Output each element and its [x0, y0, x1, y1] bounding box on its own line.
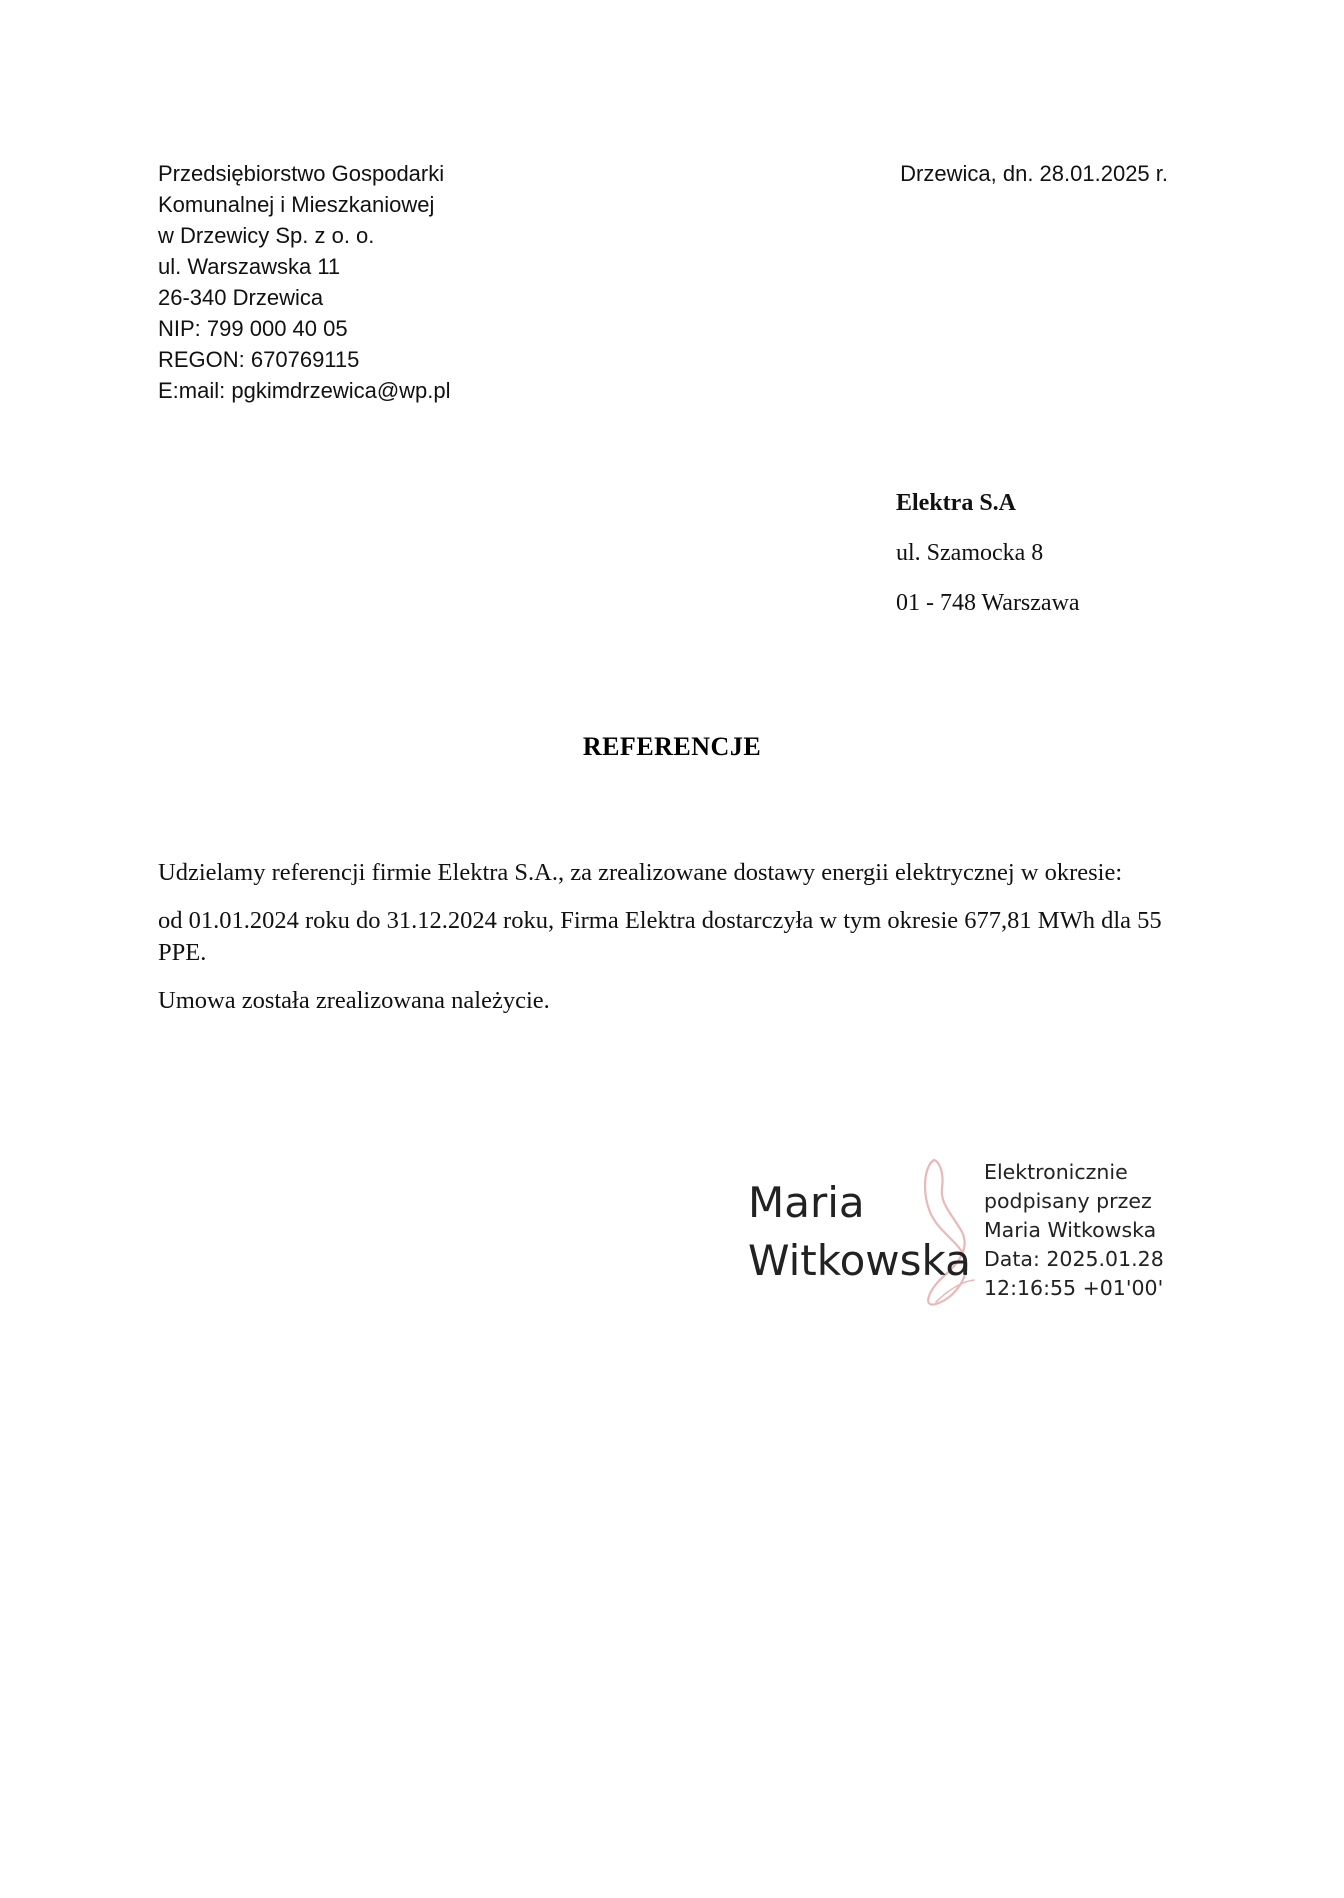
sender-line: ul. Warszawska 11: [158, 254, 341, 279]
recipient-street: ul. Szamocka 8: [896, 540, 1044, 566]
signature-detail-line: Maria Witkowska: [984, 1218, 1157, 1242]
signature-detail-line: 12:16:55 +01'00': [984, 1276, 1164, 1300]
sender-line: Komunalnej i Mieszkaniowej: [158, 192, 435, 217]
sender-line: 26-340 Drzewica: [158, 285, 324, 310]
sender-address-block: [158, 158, 451, 406]
signer-name: [748, 1174, 971, 1290]
signature-detail-line: Data: 2025.01.28: [984, 1247, 1164, 1271]
sender-line: NIP: 799 000 40 05: [158, 316, 348, 341]
letter-date: Drzewica, dn. 28.01.2025 r.: [900, 161, 1168, 186]
body-paragraph: Umowa została zrealizowana należycie.: [158, 987, 550, 1014]
signature-detail-line: Elektronicznie: [984, 1160, 1128, 1184]
body-paragraph: od 01.01.2024 roku do 31.12.2024 roku, Firma Elektra dostarczyła w tym okresie 677,81 MWh dla 55 PPE.: [158, 907, 1162, 966]
letter-body: [158, 857, 1178, 1033]
sender-line: E:mail: pgkimdrzewica@wp.pl: [158, 378, 451, 403]
signer-last-name: Witkowska: [748, 1236, 971, 1285]
recipient-address-block: [896, 478, 1080, 628]
sender-line: w Drzewicy Sp. z o. o.: [158, 223, 375, 248]
sender-line: REGON: 670769115: [158, 347, 360, 372]
body-paragraph: Udzielamy referencji firmie Elektra S.A., za zrealizowane dostawy energii elektrycznej w okresie:: [158, 859, 1123, 886]
recipient-name: Elektra S.A: [896, 490, 1016, 516]
signature-details: [984, 1158, 1164, 1303]
recipient-city: 01 - 748 Warszawa: [896, 590, 1080, 616]
sender-line: Przedsiębiorstwo Gospodarki: [158, 161, 445, 186]
signature-detail-line: podpisany przez: [984, 1189, 1152, 1213]
electronic-signature: [748, 1152, 1168, 1312]
signer-first-name: Maria: [748, 1178, 865, 1227]
document-title: REFERENCJE: [582, 732, 762, 761]
